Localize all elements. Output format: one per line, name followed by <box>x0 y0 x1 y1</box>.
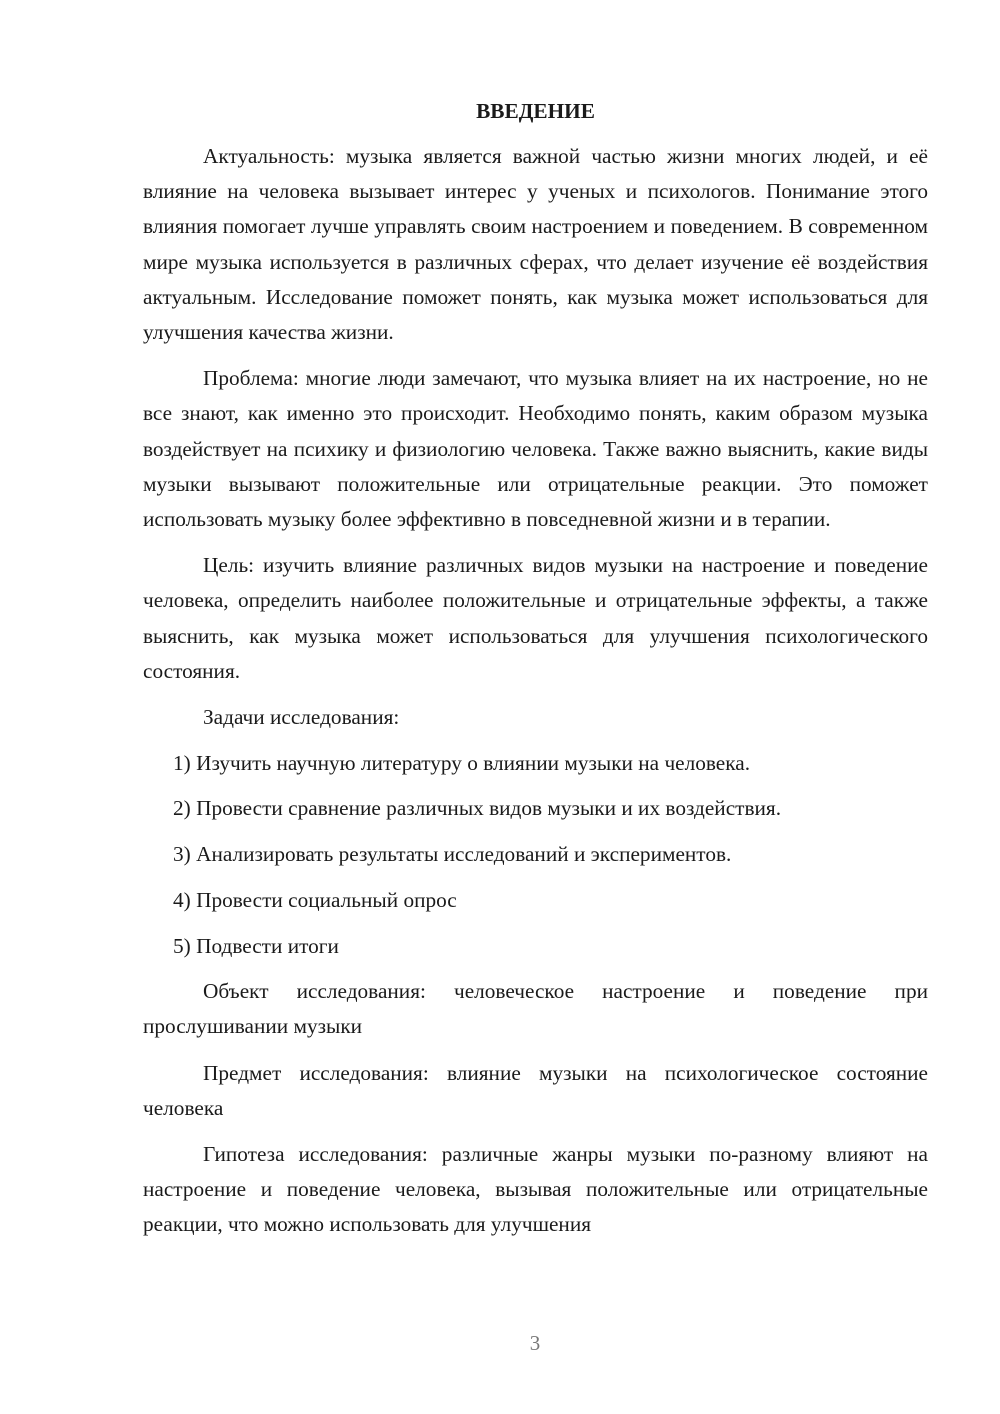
paragraph-hypothesis: Гипотеза исследования: различные жанры музыки по-разному влияют на настроение и поведение человека, вызывая положительные или отрицательные реакции, что можно использовать для улучшения <box>143 1142 928 1237</box>
tasks-list <box>143 746 928 964</box>
paragraph-problem: Проблема: многие люди замечают, что музыка влияет на их настроение, но не все знают, как именно это происходит. Необходимо понять, каким образом музыка воздействует на психику и физиологию человека. Также важно выяснить, какие виды музыки вызывают положительные или отрицательные реакции. Это поможет использовать музыку более эффективно в повседневной жизни и в терапии. <box>143 366 928 532</box>
list-item: 2) Провести сравнение различных видов музыки и их воздействия. <box>173 796 782 821</box>
paragraph-goal: Цель: изучить влияние различных видов музыки на настроение и поведение человека, определить наиболее положительные и отрицательные эффекты, а также выяснить, как музыка может использоваться для улучшения психологического состояния. <box>143 553 928 683</box>
paragraph-object: Объект исследования: человеческое настроение и поведение при прослушивании музыки <box>143 979 928 1039</box>
page-number: 3 <box>529 1331 541 1355</box>
tasks-title: Задачи исследования: <box>203 705 400 730</box>
paragraph-subject: Предмет исследования: влияние музыки на психологическое состояние человека <box>143 1060 928 1120</box>
page-content <box>143 94 928 1254</box>
page-title: ВВЕДЕНИЕ <box>476 99 595 123</box>
list-item: 4) Провести социальный опрос <box>173 887 457 912</box>
list-item: 3) Анализировать результаты исследований и экспериментов. <box>173 842 732 867</box>
paragraph-relevance: Актуальность: музыка является важной частью жизни многих людей, и её влияние на человека вызывает интерес у ученых и психологов. Понимание этого влияния помогает лучше управлять своим настроением и поведением. В современном мире музыка используется в различных сферах, что делает изучение её воздействия актуальным. Исследование поможет понять, как музыка может использоваться для улучшения качества жизни. <box>143 144 928 345</box>
list-item: 5) Подвести итоги <box>173 933 339 958</box>
list-item: 1) Изучить научную литературу о влиянии музыки на человека. <box>173 750 751 775</box>
